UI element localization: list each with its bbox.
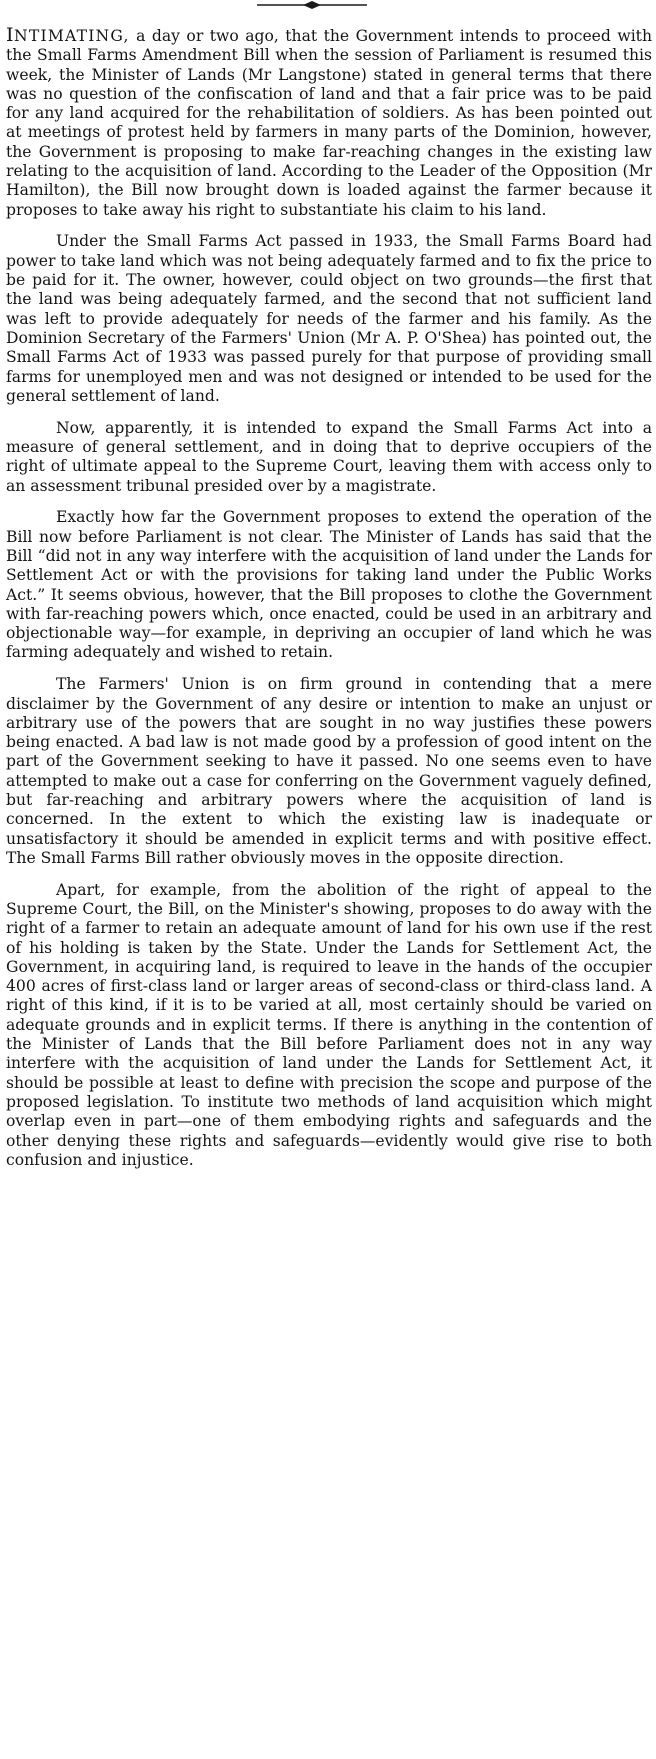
opening-initial: I <box>6 24 15 46</box>
article-paragraph-2: Under the Small Farms Act passed in 1933, the Small Farms Board had power to take land which was not being adequately farmed and to fix the price to be paid for it. The owner, however, could object on two grounds—the first that the land was being adequately farmed, and the second that not sufficient land was left to provide adequately for needs of the farmer and his family. As the Dominion Secretary of the Farmers' Union (Mr A. P. O'Shea) has pointed out, the Small Farms Act of 1933 was passed purely for that purpose of providing small farms for unemployed men and was not designed or intended to be used for the general settlement of land. <box>6 232 652 405</box>
paragraph-text: a day or two ago, that the Government intends to proceed with the Small Farms Amendment Bill when the session of Parliament is resumed this week, the Minister of Lands (Mr Langstone) stated in general terms that there was no question of the confiscation of land and that a fair price was to be paid for any land acquired for the rehabilitation of soldiers. As has been pointed out at meetings of protest held by farmers in many parts of the Dominion, however, the Government is proposing to make far-reaching changes in the existing law relating to the acquisition of land. According to the Leader of the Opposition (Mr Hamilton), the Bill now brought down is loaded against the farmer because it proposes to take away his right to substantiate his claim to his land. <box>6 27 652 219</box>
opening-word: NTIMATING, <box>14 27 130 45</box>
article-paragraph-5: The Farmers' Union is on firm ground in contending that a mere disclaimer by the Government of any desire or intention to make an unjust or arbitrary use of the powers that are sought in no way justifies these powers being enacted. A bad law is not made good by a profession of good intent on the part of the Government seeking to have it passed. No one seems even to have attempted to make out a case for conferring on the Government vaguely defined, but far-reaching and arbitrary powers where the acquisition of land is concerned. In the extent to which the existing law is inadequate or unsatisfactory it should be amended in explicit terms and with positive effect. The Small Farms Bill rather obviously moves in the opposite direction. <box>6 675 652 867</box>
editorial-article <box>6 26 652 1170</box>
article-paragraph-1 <box>6 26 652 220</box>
header-rule-ornament <box>257 0 367 12</box>
article-paragraph-4: Exactly how far the Government proposes to extend the operation of the Bill now before Parliament is not clear. The Minister of Lands has said that the Bill “did not in any way interfere with the acquisition of land under the Lands for Settlement Act or with the provisions for taking land under the Public Works Act.” It seems obvious, however, that the Bill proposes to clothe the Government with far-reaching powers which, once enacted, could be used in an arbitrary and objectionable way—for example, in depriving an occupier of land which he was farming adequately and wished to retain. <box>6 508 652 662</box>
article-paragraph-3: Now, apparently, it is intended to expand the Small Farms Act into a measure of general settlement, and in doing that to deprive occupiers of the right of ultimate appeal to the Supreme Court, leaving them with access only to an assessment tribunal presided over by a magistrate. <box>6 418 652 495</box>
article-paragraph-6: Apart, for example, from the abolition of the right of appeal to the Supreme Court, the Bill, on the Minister's showing, proposes to do away with the right of a farmer to retain an adequate amount of land for his own use if the rest of his holding is taken by the State. Under the Lands for Settlement Act, the Government, in acquiring land, is required to leave in the hands of the occupier 400 acres of first-class land or larger areas of second-class or third-class land. A right of this kind, if it is to be varied at all, most certainly should be varied on adequate grounds and in explicit terms. If there is anything in the contention of the Minister of Lands that the Bill before Parliament does not in any way interfere with the acquisition of land under the Lands for Settlement Act, it should be possible at least to define with precision the scope and purpose of the proposed legislation. To institute two methods of land acquisition which might overlap even in part—one of them embodying rights and safeguards and the other denying these rights and safeguards—evidently would give rise to both confusion and injustice. <box>6 880 652 1169</box>
